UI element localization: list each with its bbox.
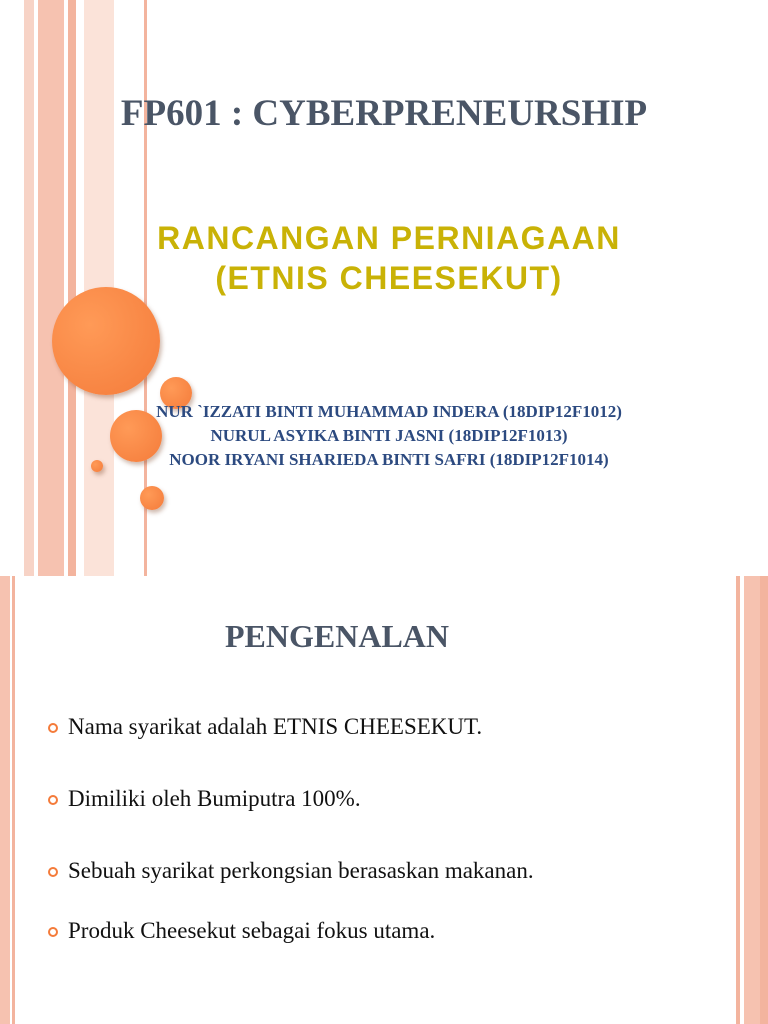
bullet-text: Nama syarikat adalah ETNIS CHEESEKUT.	[68, 714, 483, 739]
slide-title-heading: FP601 : CYBERPRENEURSHIP	[120, 93, 648, 134]
bullet-list	[48, 712, 698, 988]
member-name: NURUL ASYIKA BINTI JASNI (18DIP12F1013)	[210, 426, 568, 445]
bullet-text: Dimiliki oleh Bumiputra 100%.	[68, 786, 361, 811]
bullet-circle-icon	[48, 723, 58, 733]
subtitle-line: (ETNIS CHEESEKUT)	[215, 260, 563, 296]
slide-introduction	[0, 576, 768, 1024]
bullet-circle-icon	[48, 795, 58, 805]
slide-subtitle	[0, 218, 768, 298]
decor-circle	[52, 287, 160, 395]
bullet-item	[48, 784, 698, 814]
member-list	[0, 400, 768, 472]
decor-stripe	[0, 576, 10, 1024]
section-title: PENGENALAN	[225, 618, 450, 654]
bullet-circle-icon	[48, 867, 58, 877]
bullet-item	[48, 856, 698, 886]
bullet-text: Produk Cheesekut sebagai fokus utama.	[68, 918, 436, 943]
member-name: NOOR IRYANI SHARIEDA BINTI SAFRI (18DIP12F1014)	[169, 450, 609, 469]
decor-stripe	[760, 576, 768, 1024]
bullet-text: Sebuah syarikat perkongsian berasaskan makanan.	[68, 858, 534, 883]
subtitle-line: RANCANGAN PERNIAGAAN	[157, 220, 621, 256]
decor-stripe	[736, 576, 740, 1024]
decor-stripe	[12, 576, 15, 1024]
decor-circle	[140, 486, 164, 510]
bullet-circle-icon	[48, 927, 58, 937]
bullet-item	[48, 916, 698, 946]
bullet-item	[48, 712, 698, 742]
member-name: NUR `IZZATI BINTI MUHAMMAD INDERA (18DIP12F1012)	[156, 402, 622, 421]
